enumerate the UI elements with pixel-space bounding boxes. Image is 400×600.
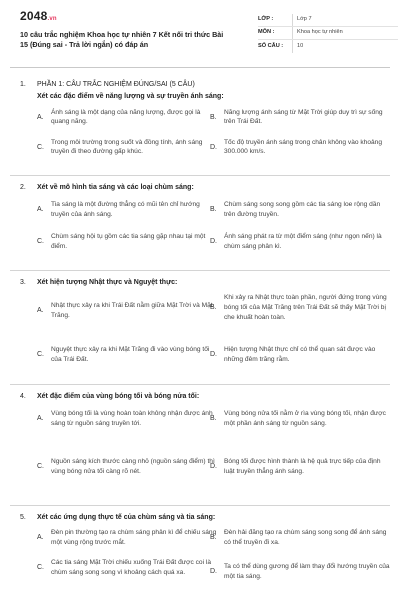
meta-row-grade [258,14,398,27]
option-b[interactable] [210,108,390,127]
option-text: Chùm sáng hội tụ gồm các tia sáng gặp nhau tại một điểm. [51,233,206,250]
question-4 [20,392,390,497]
option-text: Hiện tượng Nhật thực chỉ có thể quan sát được vào những đêm trăng rằm. [224,346,376,363]
option-c[interactable] [37,232,217,251]
question-5 [20,513,390,598]
question-title: Xét các ứng dụng thực tế của chùm sáng và tia sáng: [37,514,216,521]
option-text: Khi xảy ra Nhật thực toàn phần, người đứng trong vùng bóng tối của Mặt Trăng trên Trái Đất sẽ thấy Mặt Trời bị che khuất hoàn toàn. [224,294,387,321]
option-text: Đèn pin thường tạo ra chùm sáng phân kì để chiếu sáng một vùng rộng trước mắt. [51,529,217,546]
option-letter: C. [37,143,44,151]
option-letter: B. [210,534,217,542]
option-text: Vùng bóng nửa tối nằm ở rìa vùng bóng tối, nhận được một phần ánh sáng từ nguồn sáng. [224,410,386,427]
meta-value: Khoa học tự nhiên [292,27,398,39]
logo-text: 2048 [20,9,48,23]
option-a[interactable] [37,409,217,428]
question-number: 5. [20,514,26,521]
option-c[interactable] [37,558,217,577]
option-c[interactable] [37,138,217,157]
question-3 [20,278,390,379]
divider [10,505,390,506]
option-letter: D. [210,568,217,576]
site-logo[interactable] [20,8,57,24]
page-title: 10 câu trắc nghiệm Khoa học tự nhiên 7 Kết nối tri thức Bài 15 (Đúng sai - Trả lời ngắn) có đáp án [20,30,224,50]
meta-row-subject [258,27,398,40]
option-text: Ánh sáng là một dạng của năng lượng, được gọi là quang năng. [51,108,201,126]
options [20,108,390,176]
option-letter: D. [210,463,217,471]
option-text: Tia sáng là một đường thẳng có mũi tên chỉ hướng truyền của ánh sáng. [51,201,200,218]
meta-label: LỚP : [258,16,274,23]
option-letter: D. [210,143,217,151]
option-text: Tốc độ truyền ánh sáng trong chân không vào khoảng 300.000 km/s. [224,138,382,156]
option-d[interactable] [210,457,390,476]
option-letter: C. [37,351,44,359]
options [20,293,390,379]
option-letter: A. [37,534,44,542]
meta-row-count [258,40,398,53]
option-letter: B. [210,206,217,214]
question-1 [20,80,390,176]
option-d[interactable] [210,562,390,581]
option-d[interactable] [210,232,390,251]
question-number: 1. [20,81,26,88]
option-c[interactable] [37,457,217,476]
question-title: Xét về mô hình tia sáng và các loại chùm sáng: [37,184,194,191]
option-text: Ánh sáng phát ra từ một điểm sáng (như ngọn nến) là chùm sáng phân kì. [224,233,382,250]
option-b[interactable] [210,200,390,219]
question-number: 3. [20,279,26,286]
option-text: Nguyệt thực xảy ra khi Mặt Trăng đi vào vùng bóng tối của Trái Đất. [51,346,210,363]
question-title: Xét hiện tượng Nhật thực và Nguyệt thực: [37,279,178,286]
option-letter: B. [210,415,217,423]
option-d[interactable] [210,345,390,364]
meta-table [258,14,398,53]
option-text: Vùng bóng tối là vùng hoàn toàn không nhận được ánh sáng từ nguồn sáng truyền tới. [51,410,213,427]
divider [10,384,390,385]
option-text: Đèn hải đăng tạo ra chùm sáng song song để ánh sáng có thể truyền đi xa. [224,529,387,546]
option-a[interactable] [37,528,217,547]
option-letter: B. [210,304,217,312]
option-text: Nguồn sáng kích thước càng nhỏ (nguồn sáng điểm) thì vùng bóng nửa tối càng rõ nét. [51,458,215,475]
options [20,407,390,497]
options [20,528,390,598]
option-b[interactable] [210,528,390,547]
option-text: Các tia sáng Mặt Trời chiếu xuống Trái Đất được coi là chùm sáng song song vì khoảng cách quá xa. [51,559,212,576]
option-text: Trong môi trường trong suốt và đồng tính, ánh sáng truyền đi theo đường gấp khúc. [51,138,203,156]
meta-label: SỐ CÂU : [258,42,284,49]
option-letter: C. [37,238,44,246]
meta-label: MÔN : [258,29,275,36]
logo-suffix: .vn [47,16,57,22]
option-text: Năng lượng ánh sáng từ Mặt Trời giúp duy trì sự sống trên Trái Đất. [224,108,383,126]
option-letter: D. [210,238,217,246]
option-text: Chùm sáng song song gồm các tia sáng loe rộng dần trên đường truyền. [224,201,381,218]
option-letter: C. [37,463,44,471]
option-letter: D. [210,351,217,359]
option-a[interactable] [37,200,217,219]
option-text: Bóng tối được hình thành là hệ quả trực tiếp của định luật truyền thẳng ánh sáng. [224,458,381,475]
question-2 [20,183,390,266]
question-number: 4. [20,393,26,400]
option-b[interactable] [210,293,390,322]
option-letter: A. [37,307,44,315]
question-title: Xét đặc điểm của vùng bóng tối và bóng nửa tối: [37,393,200,400]
question-number: 2. [20,184,26,191]
options [20,198,390,266]
meta-value: 10 [292,40,398,53]
option-a[interactable] [37,108,217,127]
option-letter: B. [210,113,217,121]
option-d[interactable] [210,138,390,157]
option-letter: A. [37,206,44,214]
meta-value: Lớp 7 [292,14,398,26]
question-title: PHẦN 1: CÂU TRẮC NGHIỆM ĐÚNG/SAI (5 CÂU) [37,81,195,88]
option-text: Ta có thể dùng gương để làm thay đổi hướng truyền của một tia sáng. [224,563,390,580]
document-header [10,0,390,68]
option-letter: A. [37,113,44,121]
divider [10,175,390,176]
option-b[interactable] [210,409,390,428]
option-letter: A. [37,415,44,423]
divider [10,270,390,271]
option-a[interactable] [37,301,217,320]
question-prompt: Xét các đặc điểm về năng lượng và sự truyền ánh sáng: [37,93,224,101]
option-letter: C. [37,564,44,572]
option-text: Nhật thực xảy ra khi Trái Đất nằm giữa Mặt Trời và Mặt Trăng. [51,302,213,319]
option-c[interactable] [37,345,217,364]
